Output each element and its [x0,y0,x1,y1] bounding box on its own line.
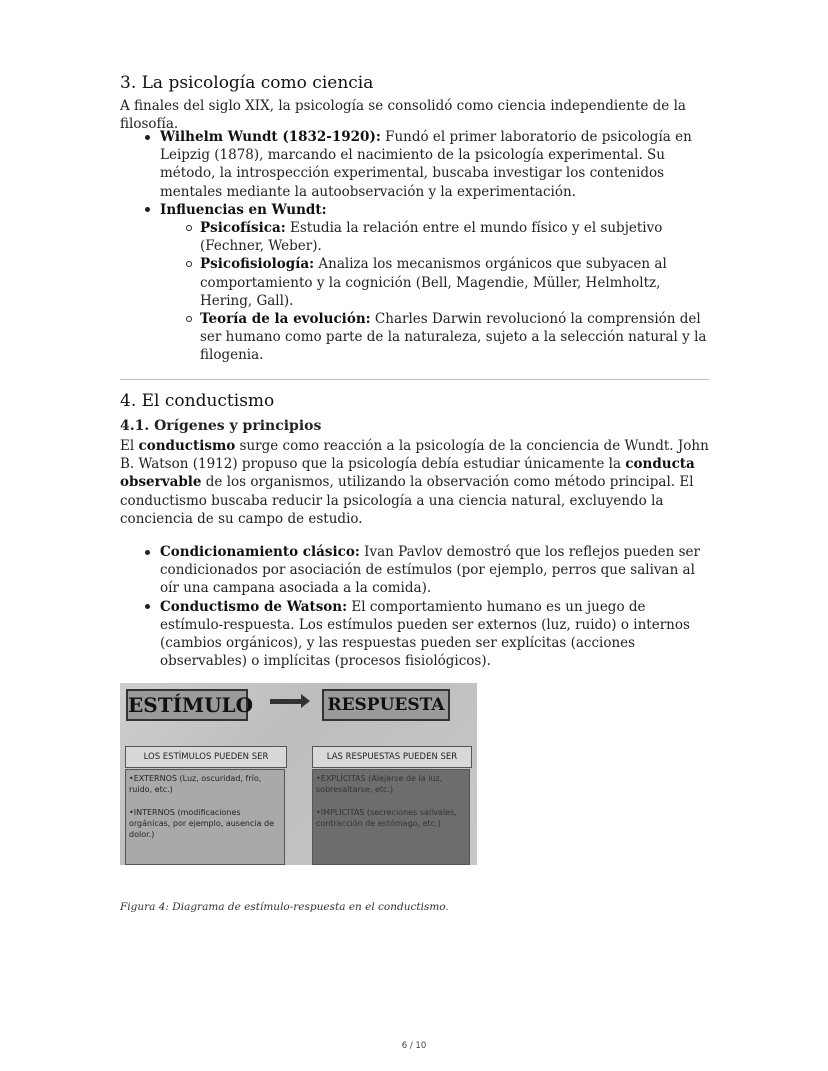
subsection-4-1-heading: 4.1. Orígenes y principios [120,418,322,434]
list-item: Teoría de la evolución: Charles Darwin revolucionó la comprensión del ser humano como parte de la naturaleza, sujeto a la selección natural y la filogenia. [160,310,710,365]
figure-left-item: •EXTERNOS (Luz, oscuridad, frío, ruido, etc.) [129,774,262,794]
figure-right-cell [312,769,470,865]
figure-right-header: LAS RESPUESTAS PUEDEN SER [312,746,472,768]
list-item: Influencias en Wundt: Psicofísica: Estudia la relación entre el mundo físico y el subjetivo (Fechner, Weber). Psicofisiología: Analiza los mecanismos orgánicos que subyacen al comportamiento y la cognición (Bell, Magendie, Müller, Helmholtz, Hering, Gall). Teoría de la evolución: Charles Darwin revolucionó la comprensión del ser humano como parte de la naturaleza, sujeto a la selección natural y la filogenia. [120,201,710,365]
stimulus-response-figure [120,683,477,865]
section-divider [120,379,709,380]
arrow-right-icon [270,699,302,704]
section-4-heading: 4. El conductismo [120,391,275,411]
figure-response-label: RESPUESTA [322,689,450,721]
figure-caption: Figura 4: Diagrama de estímulo-respuesta en el conductismo. [120,901,449,913]
figure-left-item: •INTERNOS (modificaciones orgánicas, por ejemplo, ausencia de dolor.) [129,808,275,839]
section-4-paragraph: El conductismo surge como reacción a la psicología de la conciencia de Wundt. John B. Watson (1912) propuso que la psicología debía estudiar únicamente la conducta observable de los organismos, utilizando la observación como método principal. El conductismo buscaba reducir la psicología a una ciencia natural, excluyendo la conciencia de su campo de estudio. [120,438,709,527]
section-3-heading: 3. La psicología como ciencia [120,73,374,93]
figure-right-item: •IMPLÍCITAS (secreciones salivales, contracción de estómago, etc.) [316,808,457,828]
figure-left-cell [125,769,285,865]
figure-left-header: LOS ESTÍMULOS PUEDEN SER [125,746,287,768]
list-item: Psicofisiología: Analiza los mecanismos orgánicos que subyacen al comportamiento y la cognición (Bell, Magendie, Müller, Helmholtz, Hering, Gall). [160,255,710,310]
page-number: 6 / 10 [401,1041,427,1051]
section-3-intro: A finales del siglo XIX, la psicología se consolidó como ciencia independiente de la filosofía. [120,98,686,132]
figure-right-item: •EXPLÍCITAS (Alejarse de la luz, sobresaltarse, etc.) [316,774,443,794]
influences-sublist [160,219,710,365]
section-3-list [120,128,710,365]
figure-stimulus-label: ESTÍMULO [126,689,248,721]
list-item: Psicofísica: Estudia la relación entre el mundo físico y el subjetivo (Fechner, Weber). [160,219,710,255]
section-4-list [120,543,710,670]
list-item: Conductismo de Watson: El comportamiento humano es un juego de estímulo-respuesta. Los estímulos pueden ser externos (luz, ruido) o internos (cambios orgánicos), y las respuestas pueden ser explícitas (acciones observables) o implícitas (procesos fisiológicos). [120,598,710,671]
list-item: Condicionamiento clásico: Ivan Pavlov demostró que los reflejos pueden ser condicionados por asociación de estímulos (por ejemplo, perros que salivan al oír una campana asociada a la comida). [120,543,710,598]
list-item: Wilhelm Wundt (1832-1920): Fundó el primer laboratorio de psicología en Leipzig (1878), marcando el nacimiento de la psicología experimental. Su método, la introspección experimental, buscaba investigar los contenidos mentales mediante la autoobservación y la experimentación. [120,128,710,201]
